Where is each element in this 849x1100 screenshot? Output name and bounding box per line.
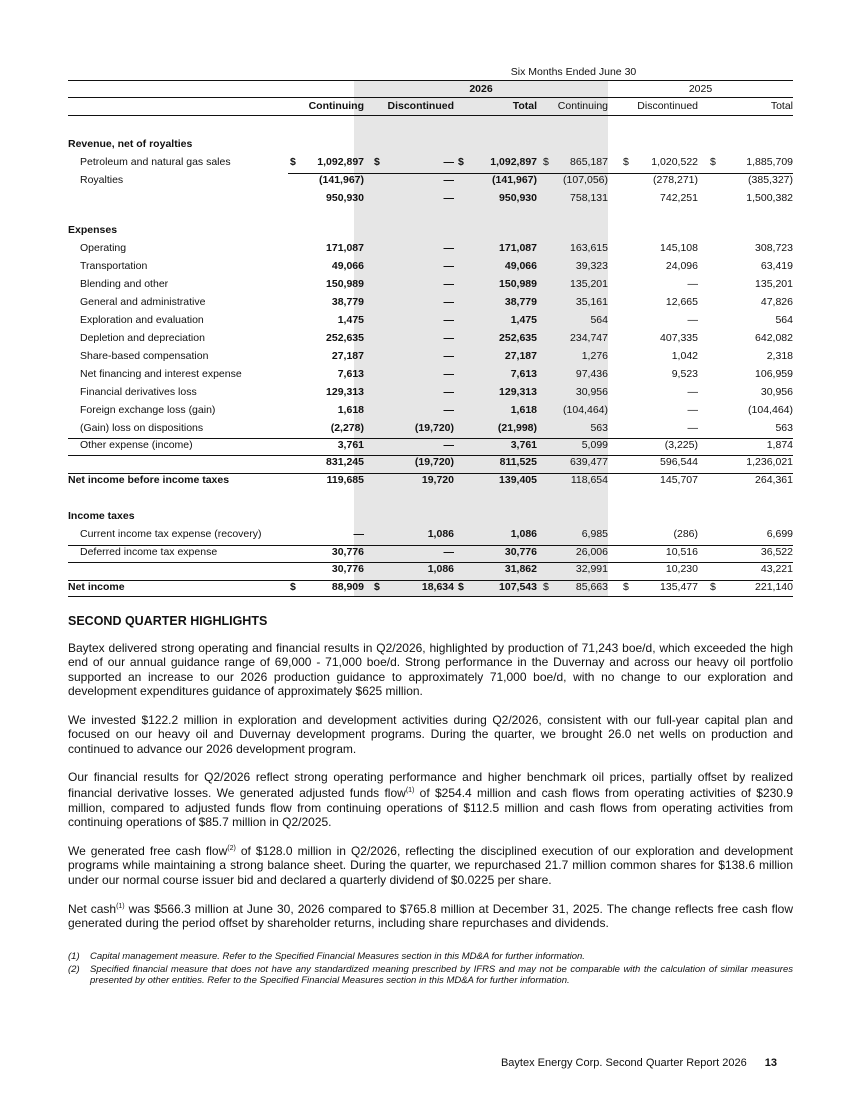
table-rule — [68, 455, 793, 456]
cell-value: 30,776 — [504, 546, 537, 558]
cell-value: — — [443, 546, 454, 558]
currency-symbol: $ — [374, 156, 380, 168]
cell-value: 9,523 — [671, 368, 698, 380]
cell-value: (21,998) — [497, 422, 537, 434]
cell-value: 1,092,897 — [317, 156, 364, 168]
paragraph-3: Our financial results for Q2/2026 reflect strong operating performance and higher benchmark oil prices, partially offset by realized financial derivative losses. We generated adjusted funds flow$^{(1)}$ of $254.4 million and cash flows from operating activities of $230.9 million, compared to adjusted funds flow from continuing operations of $112.5 million and cash flows from operating activities from continuing operations of $85.7 million in Q2/2025. — [68, 770, 793, 830]
cell-value: 38,779 — [504, 296, 537, 308]
cell-value: 564 — [775, 314, 793, 326]
cell-value: 171,087 — [499, 242, 537, 254]
table-row-other — [68, 439, 793, 455]
cell-value: — — [443, 386, 454, 398]
cell-value: 1,042 — [671, 350, 698, 362]
year-2026: 2026 — [469, 83, 493, 95]
page-number: 13 — [764, 1057, 777, 1069]
row-label: Net income — [68, 581, 125, 593]
highlights-title: SECOND QUARTER HIGHLIGHTS — [68, 614, 268, 628]
cell-value: — — [443, 368, 454, 380]
cell-value: 139,405 — [499, 474, 537, 486]
cell-value: 150,989 — [326, 278, 364, 290]
cell-value: 63,419 — [760, 260, 793, 272]
section-expenses: Expenses — [68, 224, 118, 236]
cell-value: 97,436 — [575, 368, 608, 380]
table-row-depletion — [68, 332, 793, 348]
table-row-current-tax — [68, 528, 793, 544]
cell-value: 163,615 — [570, 242, 608, 254]
footnote-2: (2) Specified financial measure that does not have any standardized meaning prescribed by IFRS and may not be comparable with the calculation of similar measures presented by other entities. Refer to the Specified Financial Measures section in this MD&A for further information. — [68, 963, 793, 986]
cell-value: — — [443, 350, 454, 362]
table-row-exp-total — [68, 456, 793, 472]
table-row-derivatives — [68, 386, 793, 402]
cell-value: 308,723 — [755, 242, 793, 254]
section-income-taxes: Income taxes — [68, 510, 135, 522]
section-revenue: Revenue, net of royalties — [68, 138, 193, 150]
cell-value: — — [443, 404, 454, 416]
cell-value: 1,086 — [427, 563, 454, 575]
cell-value: 642,082 — [755, 332, 793, 344]
cell-value: — — [443, 332, 454, 344]
cell-value: 1,086 — [510, 528, 537, 540]
cell-value: 18,634 — [421, 581, 454, 593]
row-label: Net financing and interest expense — [80, 368, 242, 380]
cell-value: (2,278) — [330, 422, 364, 434]
cell-value: 19,720 — [421, 474, 454, 486]
cell-value: 1,236,021 — [746, 456, 793, 468]
cell-value: 7,613 — [510, 368, 537, 380]
row-label: Depletion and depreciation — [80, 332, 205, 344]
row-label: Deferred income tax expense — [80, 546, 218, 558]
table-rule — [68, 545, 793, 546]
table-row-general — [68, 296, 793, 312]
cell-value: 135,201 — [755, 278, 793, 290]
cell-value: 24,096 — [665, 260, 698, 272]
cell-value: (3,225) — [664, 439, 698, 451]
cell-value: 563 — [590, 422, 608, 434]
cell-value: 3,761 — [337, 439, 364, 451]
currency-symbol: $ — [623, 581, 629, 593]
currency-symbol: $ — [458, 156, 464, 168]
cell-value: — — [353, 528, 364, 540]
table-row-deferred-tax — [68, 546, 793, 562]
year-2025: 2025 — [688, 83, 713, 95]
cell-value: 135,201 — [570, 278, 608, 290]
cell-value: 1,475 — [337, 314, 364, 326]
cell-value: 221,140 — [755, 581, 793, 593]
table-row-exploration — [68, 314, 793, 330]
table-row-net-income — [68, 581, 793, 597]
cell-value: 5,099 — [581, 439, 608, 451]
cell-value: 88,909 — [331, 581, 364, 593]
currency-symbol: $ — [710, 581, 716, 593]
cell-value: (141,967) — [492, 174, 537, 186]
row-label: Royalties — [80, 174, 124, 186]
cell-value: 742,251 — [660, 192, 698, 204]
row-label: Blending and other — [80, 278, 169, 290]
rule-top — [68, 80, 793, 81]
cell-value: — — [687, 278, 698, 290]
cell-value: 1,618 — [337, 404, 364, 416]
cell-value: 30,956 — [575, 386, 608, 398]
currency-symbol: $ — [543, 156, 549, 168]
cell-value: 47,826 — [760, 296, 793, 308]
row-label: Share-based compensation — [80, 350, 209, 362]
cell-value: 30,776 — [331, 563, 364, 575]
cell-value: 264,361 — [755, 474, 793, 486]
cell-value: 27,187 — [331, 350, 364, 362]
currency-symbol: $ — [543, 581, 549, 593]
cell-value: 129,313 — [499, 386, 537, 398]
cell-value: — — [443, 314, 454, 326]
table-rule — [68, 580, 793, 581]
currency-symbol: $ — [458, 581, 464, 593]
cell-value: — — [687, 314, 698, 326]
cell-value: — — [443, 156, 454, 168]
cell-value: 831,245 — [326, 456, 364, 468]
cell-value: 10,516 — [665, 546, 698, 558]
cell-value: 1,086 — [427, 528, 454, 540]
cell-value: 119,685 — [326, 474, 364, 486]
cell-value: 30,776 — [331, 546, 364, 558]
table-rule-bottom — [68, 596, 793, 597]
table-row-tax-total — [68, 563, 793, 579]
cell-value: 27,187 — [504, 350, 537, 362]
cell-value: 639,477 — [570, 456, 608, 468]
row-label: Financial derivatives loss — [80, 386, 197, 398]
row-label: Other expense (income) — [80, 439, 193, 451]
cell-value: 950,930 — [326, 192, 364, 204]
row-label: Current income tax expense (recovery) — [80, 528, 262, 540]
table-rule — [68, 562, 793, 563]
table-row-operating — [68, 242, 793, 258]
table-row-share-based — [68, 350, 793, 366]
currency-symbol: $ — [623, 156, 629, 168]
cell-value: 145,707 — [660, 474, 698, 486]
cell-value: (141,967) — [319, 174, 364, 186]
cell-value: (286) — [673, 528, 698, 540]
cell-value: (107,056) — [563, 174, 608, 186]
cell-value: (278,271) — [653, 174, 698, 186]
footnotes — [68, 951, 793, 988]
table-row-transportation — [68, 260, 793, 276]
cell-value: — — [443, 296, 454, 308]
table-row-dispositions — [68, 422, 793, 438]
cell-value: — — [443, 439, 454, 451]
paragraph-2: We invested $122.2 million in exploration and development activities during Q2/2026, consistent with our full-year capital plan and focused on our heavy oil and Duvernay development programs. During the quarter, we brought 26.0 net wells on production and continued to advance our 2026 development program. — [68, 713, 793, 756]
cell-value: 38,779 — [331, 296, 364, 308]
row-label: (Gain) loss on dispositions — [80, 422, 204, 434]
col-continuing-2026: Continuing — [308, 100, 364, 112]
currency-symbol: $ — [290, 581, 296, 593]
currency-symbol: $ — [374, 581, 380, 593]
cell-value: 865,187 — [570, 156, 608, 168]
row-label: Operating — [80, 242, 127, 254]
col-total-2025: Total — [770, 100, 793, 112]
cell-value: 1,020,522 — [651, 156, 698, 168]
row-label: General and administrative — [80, 296, 206, 308]
cell-value: 1,500,382 — [746, 192, 793, 204]
cell-value: 6,699 — [766, 528, 793, 540]
cell-value: 3,761 — [510, 439, 537, 451]
cell-value: (385,327) — [748, 174, 793, 186]
cell-value: 107,543 — [499, 581, 537, 593]
cell-value: 35,161 — [575, 296, 608, 308]
cell-value: (104,464) — [748, 404, 793, 416]
cell-value: 252,635 — [326, 332, 364, 344]
cell-value: 950,930 — [499, 192, 537, 204]
row-label: Exploration and evaluation — [80, 314, 204, 326]
cell-value: 758,131 — [570, 192, 608, 204]
cell-value: 1,475 — [510, 314, 537, 326]
row-label: Foreign exchange loss (gain) — [80, 404, 216, 416]
cell-value: 85,663 — [575, 581, 608, 593]
col-continuing-2025: Continuing — [557, 100, 608, 112]
cell-value: 30,956 — [760, 386, 793, 398]
cell-value: 2,318 — [766, 350, 793, 362]
cell-value: 7,613 — [337, 368, 364, 380]
cell-value: — — [687, 422, 698, 434]
cell-value: (19,720) — [414, 456, 454, 468]
cell-value: — — [443, 192, 454, 204]
cell-value: 407,335 — [660, 332, 698, 344]
cell-value: 564 — [590, 314, 608, 326]
cell-value: 150,989 — [499, 278, 537, 290]
row-label: Transportation — [80, 260, 148, 272]
table-row-fx — [68, 404, 793, 420]
table-row-blending — [68, 278, 793, 294]
cell-value: 234,747 — [570, 332, 608, 344]
col-discontinued-2026: Discontinued — [387, 100, 454, 112]
cell-value: 1,618 — [510, 404, 537, 416]
cell-value: 32,991 — [575, 563, 608, 575]
paragraph-4: We generated free cash flow$^{(2)}$ of $128.0 million in Q2/2026, reflecting the disciplined execution of our exploration and development programs while maintaining a strong balance sheet. During the quarter, we repurchased 21.7 million common shares for $138.6 million under our normal course issuer bid and declared a quarterly dividend of $0.0225 per share. — [68, 844, 793, 887]
cell-value: 43,221 — [760, 563, 793, 575]
cell-value: — — [443, 174, 454, 186]
table-row-net-financing — [68, 368, 793, 384]
cell-value: — — [443, 242, 454, 254]
table-rule — [68, 438, 793, 439]
table-rule — [68, 473, 793, 474]
cell-value: — — [687, 386, 698, 398]
cell-value: 49,066 — [504, 260, 537, 272]
cell-value: 10,230 — [665, 563, 698, 575]
period-header: Six Months Ended June 30 — [510, 66, 637, 78]
cell-value: 135,477 — [660, 581, 698, 593]
currency-symbol: $ — [290, 156, 296, 168]
cell-value: 26,006 — [575, 546, 608, 558]
paragraph-5: Net cash$^{(1)}$ was $566.3 million at June 30, 2026 compared to $765.8 million at December 31, 2025. The change reflects free cash flow generated during the period offset by shareholder returns, including share repurchases and dividends. — [68, 902, 794, 931]
table-row-petroleum — [68, 156, 793, 172]
cell-value: 31,862 — [504, 563, 537, 575]
cell-value: 12,665 — [665, 296, 698, 308]
cell-value: 145,108 — [660, 242, 698, 254]
rule-years — [68, 97, 793, 98]
row-label: Petroleum and natural gas sales — [80, 156, 231, 168]
cell-value: 596,544 — [660, 456, 698, 468]
cell-value: 36,522 — [760, 546, 793, 558]
cell-value: — — [443, 278, 454, 290]
cell-value: 1,885,709 — [746, 156, 793, 168]
page-footer — [501, 1057, 777, 1069]
table-row-royalties — [68, 174, 793, 190]
col-total-2026: Total — [512, 100, 537, 112]
cell-value: 252,635 — [499, 332, 537, 344]
cell-value: 39,323 — [575, 260, 608, 272]
cell-value: (19,720) — [414, 422, 454, 434]
report-name: Baytex Energy Corp. Second Quarter Report 2026 — [500, 1057, 747, 1069]
cell-value: 811,525 — [499, 456, 537, 468]
cell-value: (104,464) — [563, 404, 608, 416]
cell-value: 1,092,897 — [490, 156, 537, 168]
cell-value: 118,654 — [570, 474, 608, 486]
table-row-rev-total — [68, 192, 793, 208]
cell-value: 106,959 — [755, 368, 793, 380]
col-discontinued-2025: Discontinued — [637, 100, 698, 112]
cell-value: 563 — [775, 422, 793, 434]
cell-value: 171,087 — [326, 242, 364, 254]
cell-value: 1,874 — [766, 439, 793, 451]
rule-headers — [68, 115, 793, 116]
cell-value: 1,276 — [581, 350, 608, 362]
footnote-1: (1) Capital management measure. Refer to the Specified Financial Measures section in this MD&A for further information. — [68, 951, 585, 962]
cell-value: 6,985 — [581, 528, 608, 540]
cell-value: 49,066 — [331, 260, 364, 272]
table-rule — [288, 173, 793, 174]
table-row-nibt — [68, 474, 793, 490]
row-label: Net income before income taxes — [68, 474, 230, 486]
cell-value: — — [443, 260, 454, 272]
currency-symbol: $ — [710, 156, 716, 168]
cell-value: 129,313 — [326, 386, 364, 398]
paragraph-1: Baytex delivered strong operating and financial results in Q2/2026, highlighted by production of 71,243 boe/d, which exceeded the high end of our annual guidance range of 69,000 - 71,000 boe/d. Strong performance in the Duvernay and across our heavy oil portfolio supported an increase to our 2026 production guidance to approximately 71,000 boe/d, with no change to our exploration and development expenditures guidance of approximately $625 million. — [68, 641, 793, 699]
cell-value: — — [687, 404, 698, 416]
